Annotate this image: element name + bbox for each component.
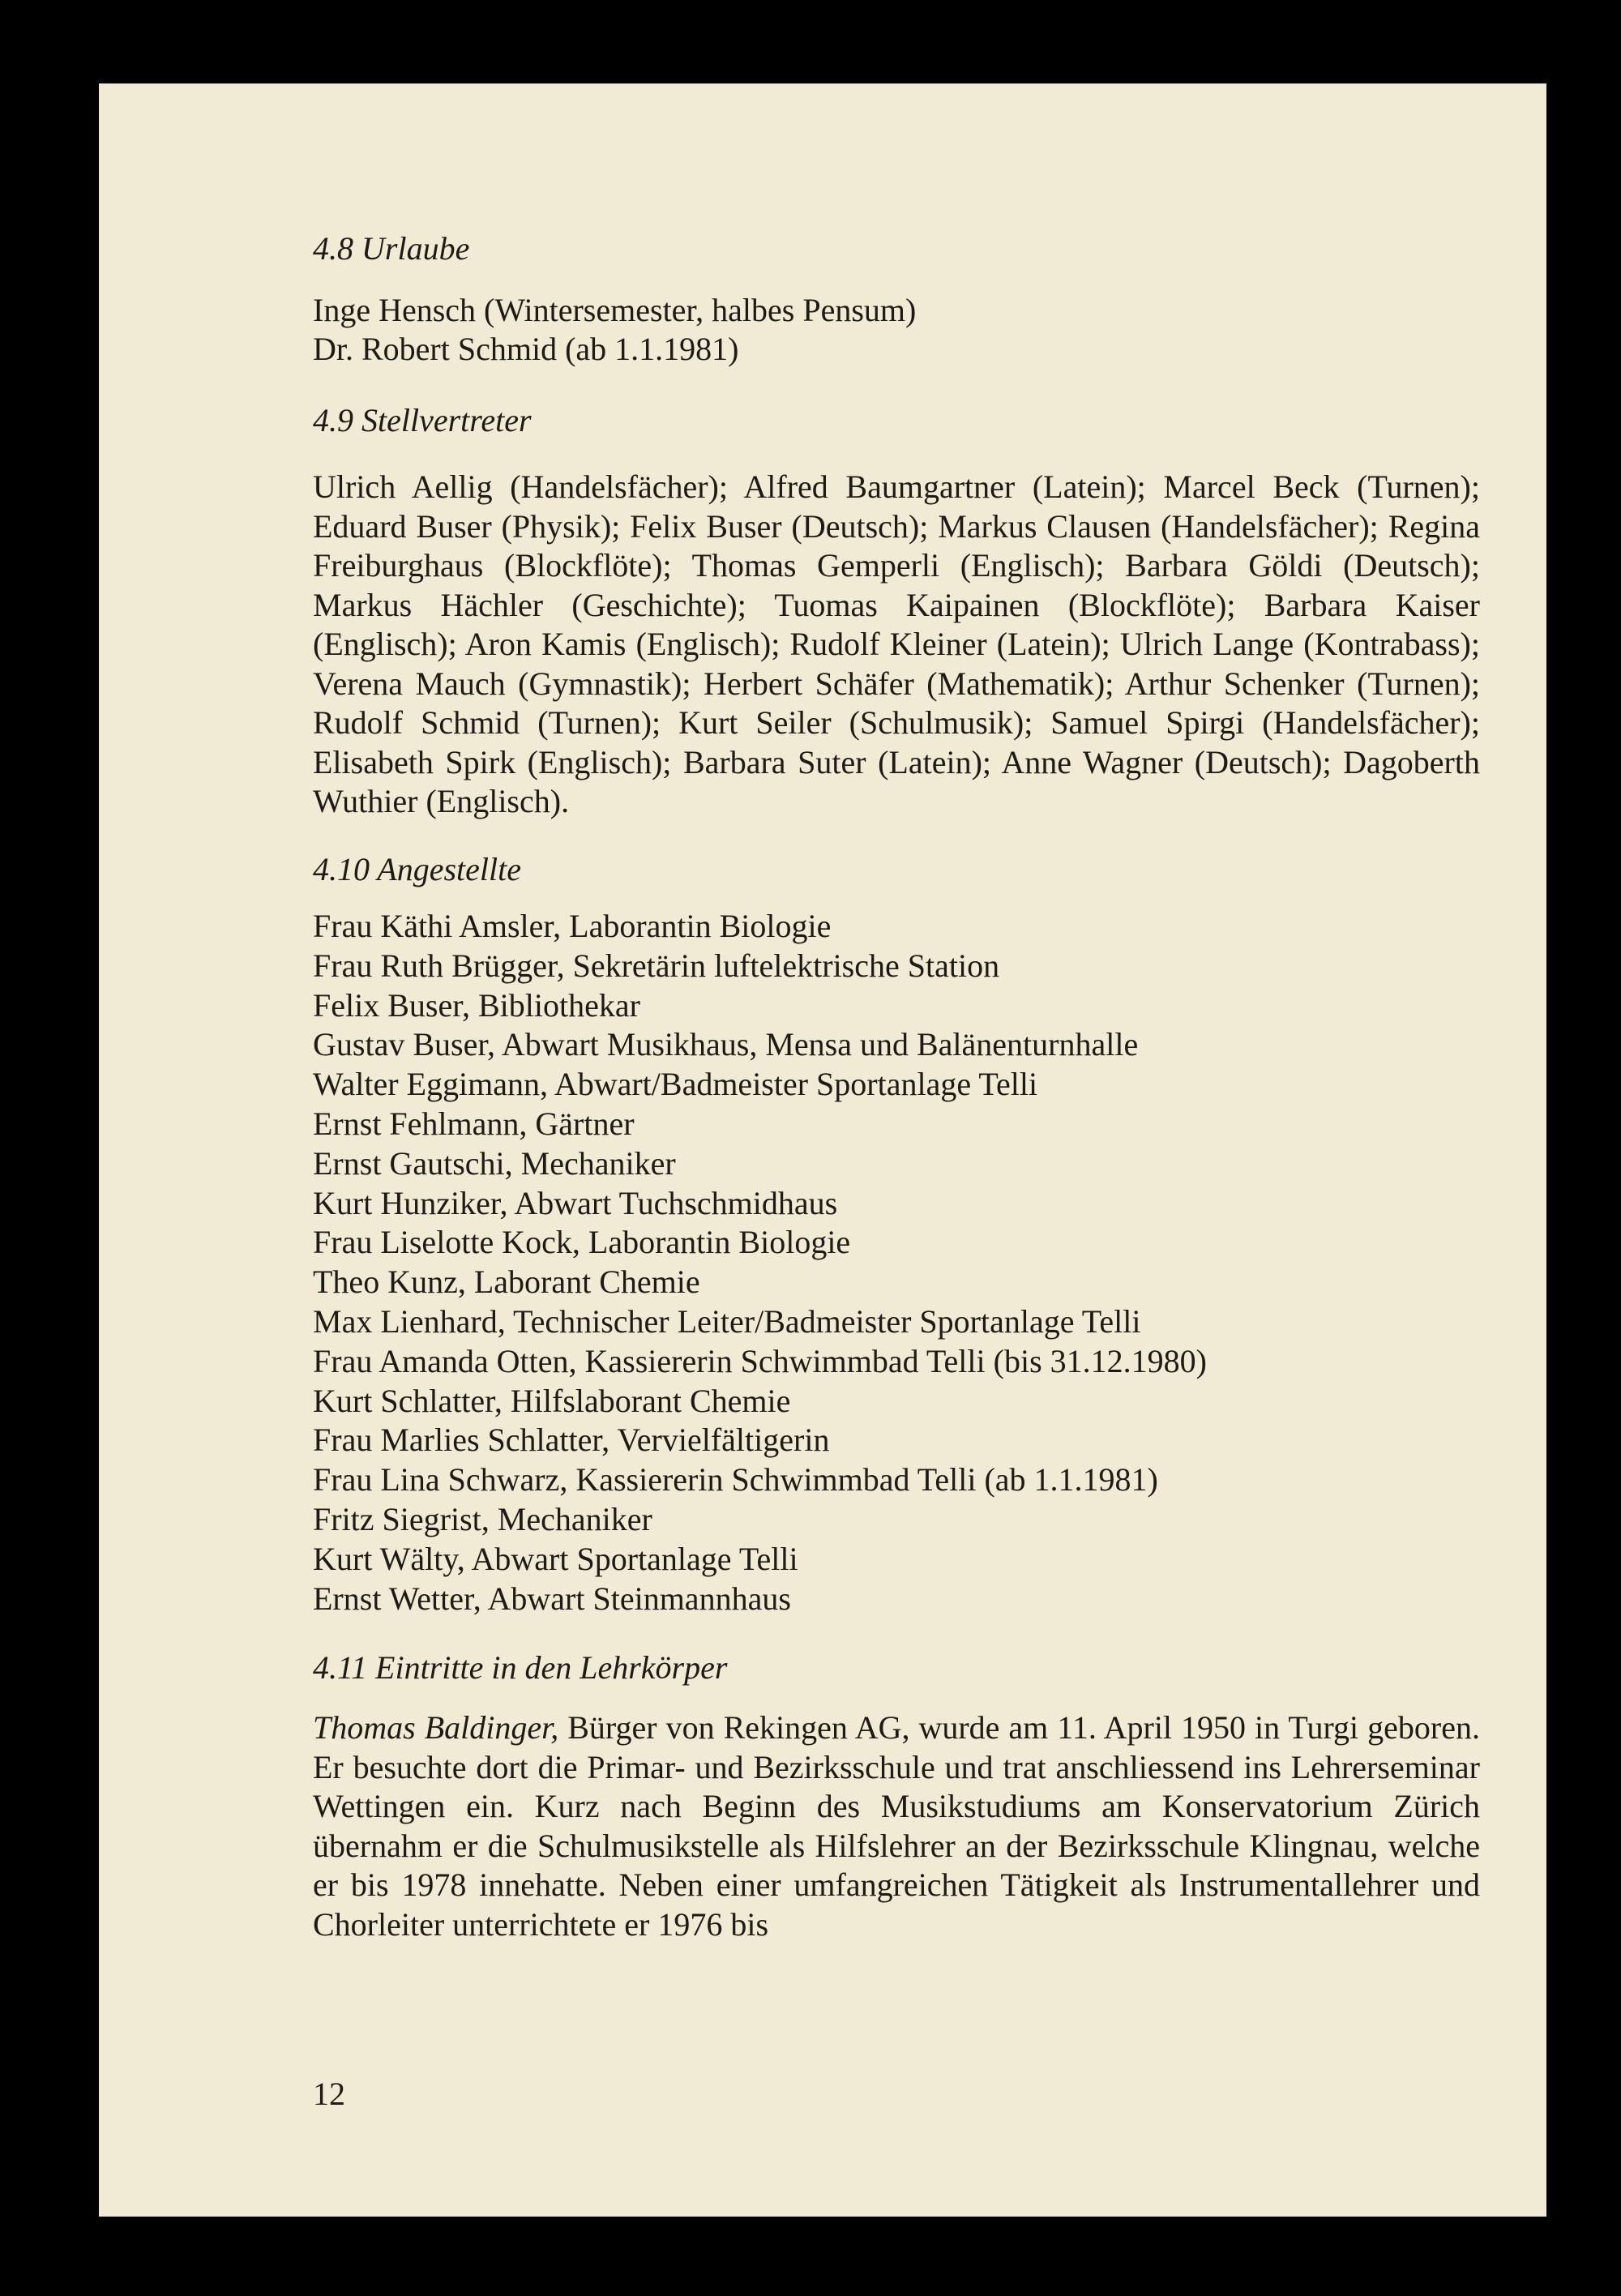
paragraph bbox=[313, 1708, 1480, 1944]
section-stellvertreter bbox=[313, 401, 1577, 822]
list-item: Felix Buser, Bibliothekar bbox=[313, 986, 640, 1024]
list-item: Ernst Gautschi, Mechaniker bbox=[313, 1144, 676, 1182]
list-item: Frau Lina Schwarz, Kassiererin Schwimmbad Telli (ab 1.1.1981) bbox=[313, 1461, 1158, 1499]
list-item: Kurt Hunziker, Abwart Tuchschmidhaus bbox=[313, 1184, 838, 1221]
list-item: Theo Kunz, Laborant Chemie bbox=[313, 1263, 700, 1301]
section-urlaube bbox=[313, 229, 1577, 369]
page-number: 12 bbox=[313, 2076, 345, 2112]
list-item: Ernst Wetter, Abwart Steinmannhaus bbox=[313, 1580, 791, 1617]
section-heading: 4.11 Eintritte in den Lehrkörper bbox=[313, 1649, 728, 1686]
list-item: Frau Käthi Amsler, Laborantin Biologie bbox=[313, 908, 832, 944]
list-item: Max Lienhard, Technischer Leiter/Badmeister Sportanlage Telli bbox=[313, 1302, 1141, 1340]
list-item: Inge Hensch (Wintersemester, halbes Pensum) bbox=[313, 292, 917, 328]
section-angestellte bbox=[313, 850, 1577, 1618]
section-heading: 4.9 Stellvertreter bbox=[313, 402, 532, 438]
list-item: Kurt Schlatter, Hilfslaborant Chemie bbox=[313, 1382, 791, 1419]
list-item: Ernst Fehlmann, Gärtner bbox=[313, 1105, 635, 1142]
person-name: Thomas Baldinger, bbox=[313, 1709, 559, 1746]
list-item: Frau Liselotte Kock, Laborantin Biologie bbox=[313, 1224, 851, 1261]
document-page bbox=[99, 83, 1546, 2217]
section-eintritte bbox=[313, 1648, 1577, 1944]
list-item: Frau Amanda Otten, Kassiererin Schwimmbad Telli (bis 31.12.1980) bbox=[313, 1342, 1207, 1379]
section-heading: 4.8 Urlaube bbox=[313, 230, 470, 267]
list-item: Kurt Wälty, Abwart Sportanlage Telli bbox=[313, 1540, 798, 1577]
list-item: Gustav Buser, Abwart Musikhaus, Mensa und Balänenturnhalle bbox=[313, 1026, 1139, 1063]
paragraph: Ulrich Aellig (Handelsfächer); Alfred Baumgartner (Latein); Marcel Beck (Turnen); Eduard Buser (Physik); Felix Buser (Deutsch); Markus Clausen (Handelsfächer); Regina Freiburghaus (Blockflöte); Thomas Gemperli (Englisch); Barbara Göldi (Deutsch); Markus Hächler (Geschichte); Tuomas Kaipainen (Blockflöte); Barbara Kaiser (Englisch); Aron Kamis (Englisch); Rudolf Kleiner (Latein); Ulrich Lange (Kontrabass); Verena Mauch (Gymnastik); Herbert Schäfer (Mathematik); Arthur Schenker (Turnen); Rudolf Schmid (Turnen); Kurt Seiler (Schulmusik); Samuel Spirgi (Handelsfächer); Elisabeth Spirk (Englisch); Barbara Suter (Latein); Anne Wagner (Deutsch); Dagoberth Wuthier (Englisch). bbox=[313, 468, 1480, 819]
list-item: Dr. Robert Schmid (ab 1.1.1981) bbox=[313, 331, 739, 367]
section-heading: 4.10 Angestellte bbox=[313, 851, 521, 887]
list-item: Fritz Siegrist, Mechaniker bbox=[313, 1500, 652, 1537]
list-item: Frau Marlies Schlatter, Vervielfältigerin bbox=[313, 1422, 830, 1459]
paragraph-text: Bürger von Rekingen AG, wurde am 11. April 1950 in Turgi geboren. Er besuchte dort die Primar- und Bezirksschule und trat anschliessend ins Lehrerseminar Wettingen ein. Kurz nach Beginn des Musikstudiums am Konservatorium Zürich übernahm er die Schulmusikstelle als Hilfslehrer an der Bezirksschule Klingnau, welche er bis 1978 innehatte. Neben einer umfangreichen Tätigkeit als Instrumentallehrer und Chorleiter unterrichtete er 1976 bis bbox=[313, 1709, 1480, 1943]
list-item: Frau Ruth Brügger, Sekretärin luftelektrische Station bbox=[313, 947, 1000, 984]
list-item: Walter Eggimann, Abwart/Badmeister Sportanlage Telli bbox=[313, 1066, 1038, 1103]
